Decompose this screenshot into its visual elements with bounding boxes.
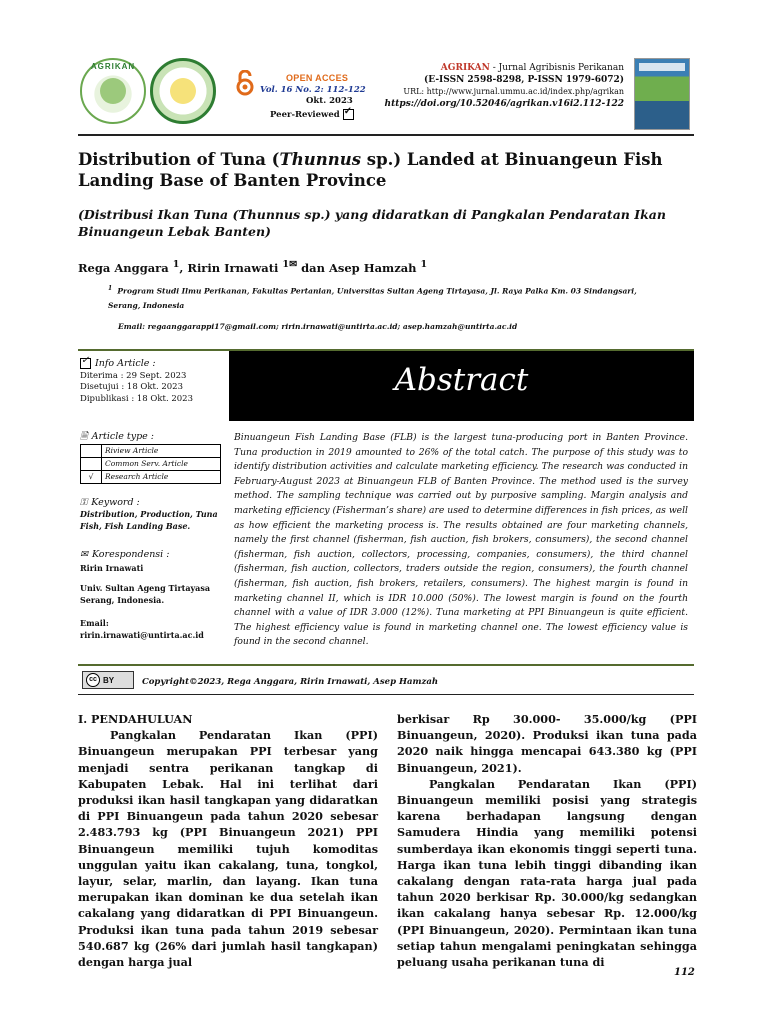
- keywords: Distribution, Production, Tuna Fish, Fish Landing Base.: [80, 509, 218, 531]
- journal-url[interactable]: URL: http://www.jurnal.ummu.ac.id/index.php/agrikan: [403, 87, 624, 96]
- received-date: Diterima : 29 Sept. 2023: [80, 370, 187, 381]
- article-info-sidebar: [80, 358, 228, 641]
- body-column-right: [397, 711, 697, 970]
- agrikan-logo-emblem: [100, 78, 126, 104]
- type-check: √: [81, 470, 102, 483]
- journal-name: [385, 62, 624, 74]
- abstract-divider: [78, 664, 694, 666]
- university-logo: [150, 58, 216, 124]
- peer-reviewed: [270, 109, 354, 120]
- article-type-label: Article type :: [91, 431, 155, 442]
- author-3: dan Asep Hamzah: [297, 260, 421, 275]
- journal-cover-image: [634, 58, 690, 130]
- author-emails: Email: regaanggarappi17@gmail.com; ririn.irnawati@untirta.ac.id; asep.hamzah@untirta.ac.id: [118, 322, 518, 331]
- author-2: , Ririn Irnawati: [179, 260, 283, 275]
- body-divider: [78, 694, 694, 695]
- type-check: [81, 444, 102, 457]
- volume-info: Vol. 16 No. 2: 112-122: [260, 85, 366, 95]
- correspondence-email-label: Email:: [80, 618, 109, 628]
- journal-issn: (E-ISSN 2598-8298, P-ISSN 1979-6072): [424, 75, 624, 85]
- checkbox-icon: [80, 358, 91, 369]
- cc-license-badge[interactable]: [82, 671, 134, 689]
- correspondence-heading: [80, 549, 228, 561]
- author-2-affil-num: 1: [282, 259, 290, 270]
- keyword-heading: [80, 497, 228, 509]
- agrikan-logo-text: AGRIKAN: [90, 62, 136, 71]
- author-3-affil: 1: [420, 259, 428, 270]
- correspondence-label: Korespondensi :: [91, 549, 170, 560]
- agrikan-logo: [80, 58, 146, 124]
- paragraph: Pangkalan Pendaratan Ikan (PPI) Binuangeun memiliki posisi yang strategis karena berhadapan langsung dengan Samudera Hindia yang memiliki potensi sumberdaya ikan ekonomis tinggi seperti tuna. Harga ikan tuna lebih tinggi dibanding ikan cakalang dengan rata-rata harga jual pada tahun 2020 berkisar Rp. 30.000/kg sedangkan ikan cakalang hanya sebesar Rp. 12.000/kg (PPI Binuangeun, 2020). Permintaan ikan tuna setiap tahun mengalami peningkatan sehingga peluang usaha perikanan tuna di: [397, 776, 697, 970]
- open-access-icon: [236, 70, 254, 96]
- accepted-date: Disetujui : 18 Okt. 2023: [80, 382, 184, 392]
- journal-doi[interactable]: https://doi.org/10.52046/agrikan.v16i2.112-122: [384, 99, 624, 109]
- title-part-2: sp.) Landed at Binuangeun Fish Landing Base of Banten Province: [78, 150, 663, 190]
- info-article-heading: [80, 358, 228, 370]
- body-column-left: [78, 711, 378, 970]
- info-article-label: Info Article :: [95, 358, 156, 369]
- envelope-icon: ✉: [80, 549, 88, 560]
- table-row: [81, 457, 221, 470]
- table-row: [81, 470, 221, 483]
- affiliation-sup: 1: [108, 285, 113, 292]
- affiliation: [108, 282, 668, 313]
- section-heading: I. PENDAHULUAN: [78, 712, 193, 726]
- type-label: Common Serv. Article: [102, 457, 221, 470]
- abstract-heading: Abstract: [394, 362, 529, 398]
- type-check: [81, 457, 102, 470]
- cc-badge-label: BY: [103, 675, 115, 685]
- abstract-text: Binuangeun Fish Landing Base (FLB) is the largest tuna-producing port in Banten Province. Tuna production in 2019 amounted to 26% of the total catch. The purpose of this study was to identify distribution activities and calculate marketing efficiency. The research was conducted in February-August 2023 at Binuangeun FLB of Banten Province. The method used is the survey method. The sampling technique was carried out by purposive sampling. Margin analysis and marketing efficiency (Fisherman’s share) are used to determine differences in fish prices, as well as how efficient the marketing process is. The results obtained are four marketing channels, namely the first channel (fisherman, fish auction, fish brokers, consumers), the second channel (fisherman, fish auction, collectors, processing, companies, consumers), the third channel (fisherman, fish auction, collectors, traders outside the region, consumers), the fourth channel (fisherman, fish auction, fish brokers, retailers, consumers). The highest margin is found in marketing channel II, which is IDR 10.000 (50%). The lowest margin is found on the fourth channel with a value of IDR 3.000 (12%). Tuna marketing at PPI Binuangeun is quite efficient. The highest efficiency value is found in marketing channel one. The lowest efficiency value is found in the second channel.: [234, 432, 688, 648]
- author-line: [78, 259, 427, 275]
- page-number: 112: [674, 967, 695, 978]
- checkbox-icon: [343, 109, 354, 120]
- journal-brand: AGRIKAN: [440, 63, 490, 73]
- type-label: Riview Article: [102, 444, 221, 457]
- open-access-label: OPEN ACCES: [286, 73, 349, 83]
- correspondence-name: Ririn Irnawati: [80, 562, 144, 573]
- author-1: Rega Anggara: [78, 260, 173, 275]
- table-row: [81, 444, 221, 457]
- published-date: Dipublikasi : 18 Okt. 2023: [80, 393, 193, 404]
- article-title: [78, 149, 698, 191]
- article-type-table: [80, 444, 221, 484]
- envelope-icon: ✉: [289, 259, 298, 270]
- author-1-affil: 1: [172, 259, 180, 270]
- keyword-label: Keyword :: [91, 496, 140, 508]
- issue-date: Okt. 2023: [306, 96, 353, 106]
- journal-info: [385, 62, 624, 110]
- affiliation-text: Program Studi Ilmu Perikanan, Fakultas Pertanian, Universitas Sultan Ageng Tirtayasa, Jl. Raya Palka Km. 03 Sindangsari, Serang, Indonesia: [108, 286, 637, 310]
- peer-reviewed-label: Peer-Reviewed: [270, 109, 340, 120]
- paragraph-continued: berkisar Rp 30.000- 35.000/kg (PPI Binuangeun, 2020). Produksi ikan tuna pada 2020 naik hingga mencapai 643.380 kg (PPI Binuangeun, 2021).: [397, 712, 697, 775]
- cc-icon: cc: [86, 673, 100, 687]
- title-species: Thunnus: [279, 150, 362, 169]
- journal-name-rest: - Jurnal Agribisnis Perikanan: [489, 63, 624, 73]
- paragraph: Pangkalan Pendaratan Ikan (PPI) Binuangeun merupakan PPI terbesar yang menjadi sentra perikanan tangkap di Kabupaten Lebak. Hal ini terlihat dari produksi ikan hasil tangkapan yang didaratkan di PPI Binuangeun pada tahun 2020 sebesar 2.483.793 kg (PPI Binuangeun 2021) PPI Binuangeun memiliki tujuh komoditas unggulan yaitu ikan cakalang, tuna, tongkol, layur, selar, marlin, dan layang. Ikan tuna merupakan ikan dominan ke dua setelah ikan cakalang yang didaratkan di PPI Binuangeun. Produksi ikan tuna pada tahun 2019 sebesar 540.687 kg (26% dari jumlah hasil tangkapan) dengan harga jual: [78, 728, 378, 970]
- header-divider: [78, 134, 694, 136]
- correspondence-affiliation: Univ. Sultan Ageng Tirtayasa Serang, Indonesia.: [80, 583, 211, 605]
- article-subtitle: (Distribusi Ikan Tuna (Thunnus sp.) yang didaratkan di Pangkalan Pendaratan Ikan Binuangeun Lebak Banten): [78, 207, 666, 239]
- author-2-affil: [282, 259, 297, 270]
- article-type-heading: [80, 431, 228, 443]
- title-part-1: Distribution of Tuna (: [78, 150, 280, 169]
- correspondence-email[interactable]: ririn.irnawati@untirta.ac.id: [80, 629, 204, 640]
- key-icon: ⚿: [80, 496, 88, 508]
- document-icon: 🗎: [80, 431, 88, 442]
- copyright: Copyright©2023, Rega Anggara, Ririn Irnawati, Asep Hamzah: [142, 677, 439, 687]
- type-label: Research Article: [102, 470, 221, 483]
